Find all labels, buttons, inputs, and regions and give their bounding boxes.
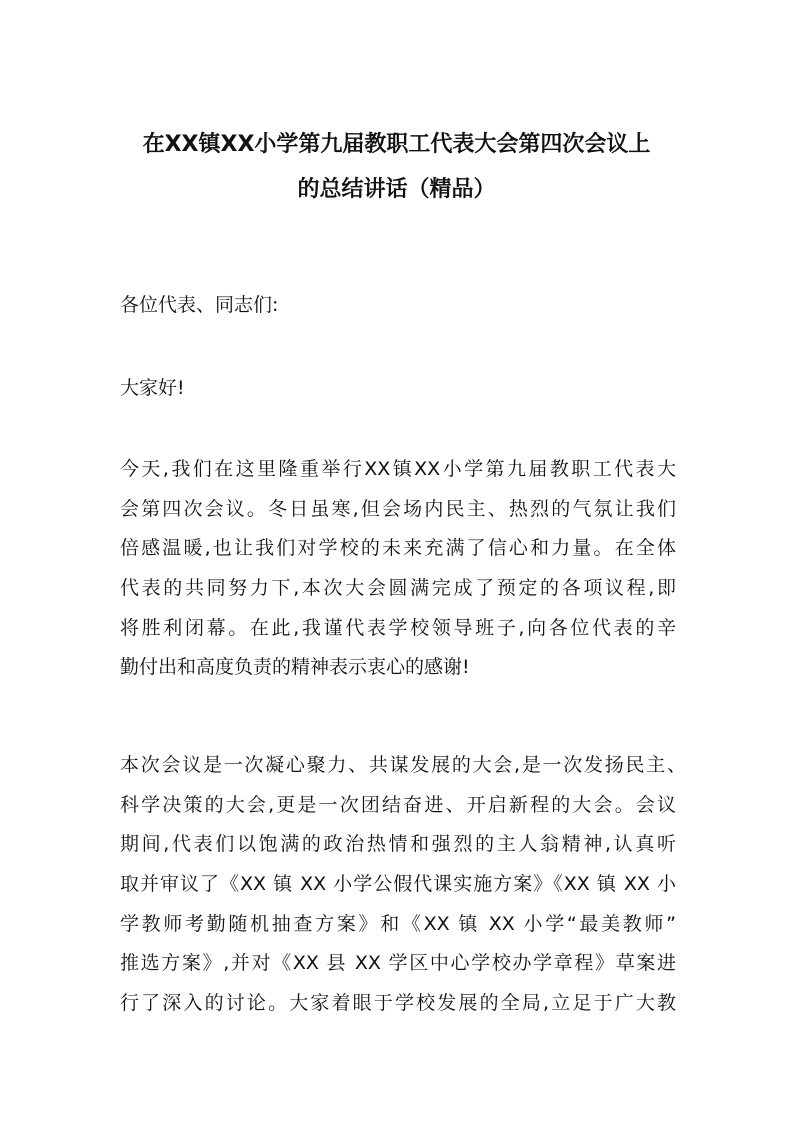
title-line-1: 在XX镇XX小学第九届教职工代表大会第四次会议上 [142, 132, 651, 157]
paragraph-line: 期间,代表们以饱满的政治热情和强烈的主人翁精神,认真听 [120, 833, 676, 855]
paragraph-line: 勤付出和高度负责的精神表示衷心的感谢! [120, 656, 470, 678]
paragraph-line: 会第四次会议。冬日虽寒,但会场内民主、热烈的气氛让我们 [120, 498, 676, 520]
paragraph-line: 推选方案》,并对《XX 县 XX 学区中心学校办学章程》草案进 [120, 952, 676, 974]
paragraph-line: 本次会议是一次凝心聚力、共谋发展的大会,是一次发扬民主、 [120, 754, 686, 776]
paragraph-line: 行了深入的讨论。大家着眼于学校发展的全局,立足于广大教 [120, 992, 676, 1014]
paragraph-line: 代表的共同努力下,本次大会圆满完成了预定的各项议程,即 [120, 577, 676, 599]
paragraph-line: 科学决策的大会,更是一次团结奋进、开启新程的大会。会议 [120, 794, 676, 816]
hello: 大家好! [120, 377, 185, 399]
title-line-2: 的总结讲话（精品） [297, 177, 496, 202]
paragraph-line: 将胜利闭幕。在此,我谨代表学校领导班子,向各位代表的辛 [120, 617, 676, 639]
paragraph-line: 学教师考勤随机抽查方案》和《XX 镇 XX 小学“最美教师” [120, 913, 676, 935]
greeting: 各位代表、同志们: [120, 294, 279, 316]
paragraph-line: 取并审议了《XX 镇 XX 小学公假代课实施方案》《XX 镇 XX 小 [120, 873, 676, 895]
paragraph-line: 今天,我们在这里隆重举行XX镇XX小学第九届教职工代表大 [120, 458, 676, 480]
paragraph-line: 倍感温暖,也让我们对学校的未来充满了信心和力量。在全体 [120, 537, 676, 559]
